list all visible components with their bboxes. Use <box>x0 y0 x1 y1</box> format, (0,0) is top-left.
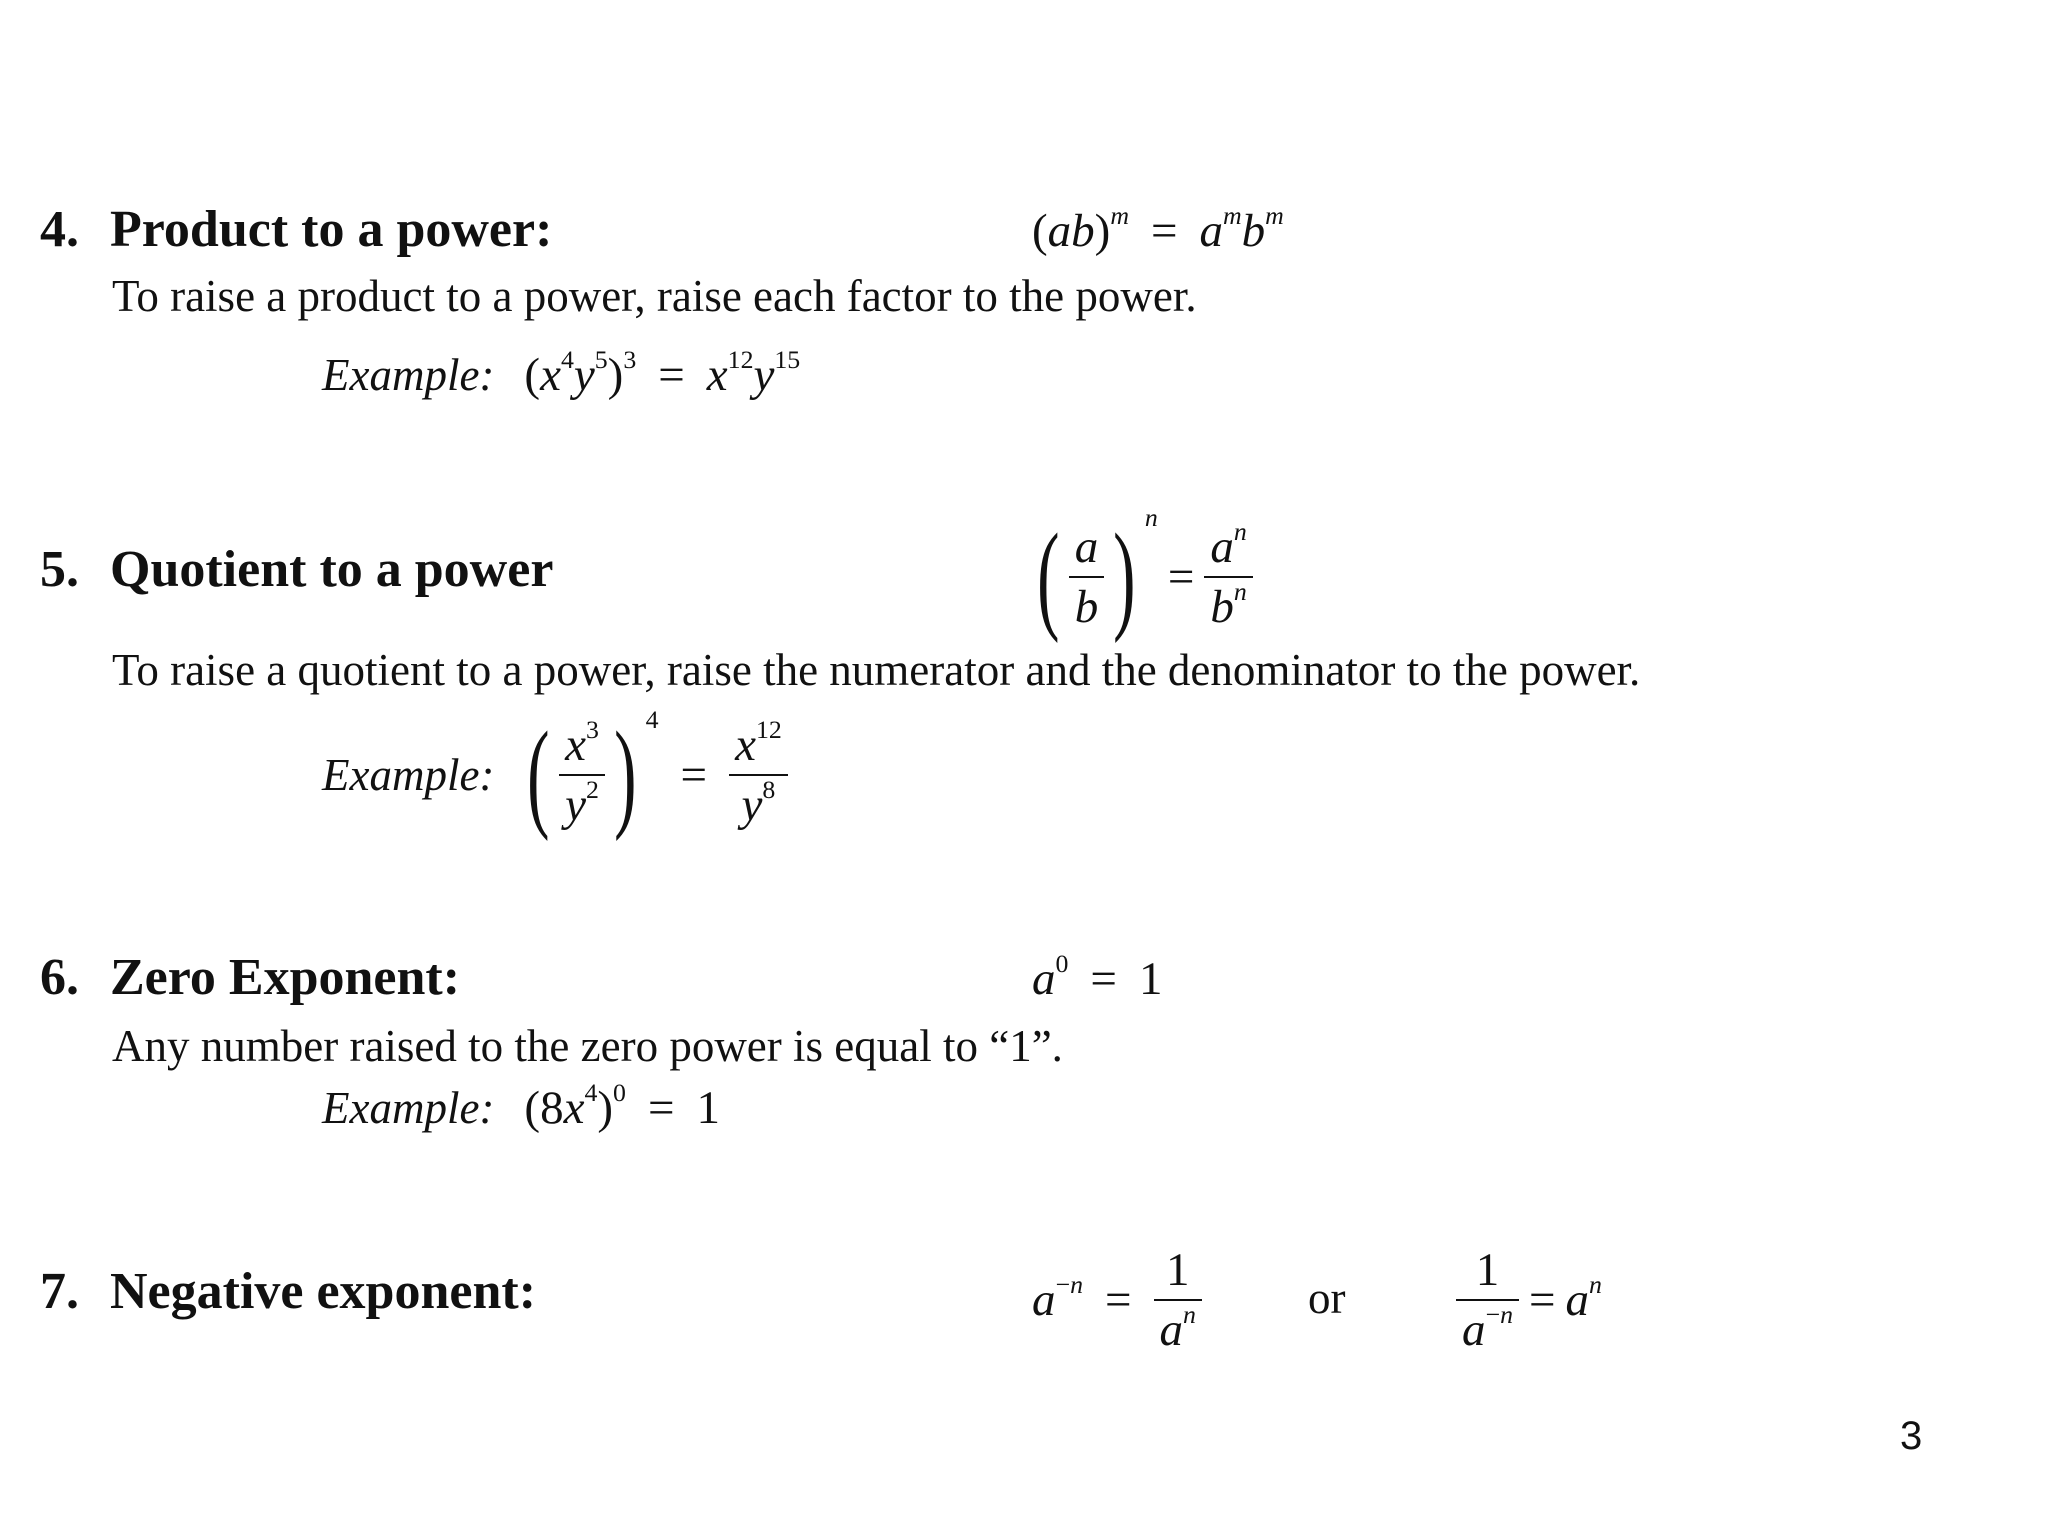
section-7-number: 7. <box>40 1263 79 1320</box>
section-6-title: Zero Exponent: <box>110 949 461 1006</box>
section-4-heading <box>40 200 552 259</box>
section-5-rule-formula: ( $\frac{a}{b}$ ) n = $\frac{a^n}{b^n}$ <box>1028 512 1253 642</box>
section-5-number: 5. <box>40 541 79 598</box>
section-6-heading <box>40 948 460 1007</box>
section-4-title: Product to a power: <box>110 201 553 258</box>
section-4-rule-formula: $(ab)^m = a^mb^m$ <box>1032 201 1284 257</box>
section-5-example-formula: ( $\frac{x^3}{y^2}$ ) 4 = $\frac{x^{12}}{y^8}$ <box>518 714 787 836</box>
section-6-number: 6. <box>40 949 79 1006</box>
page-number: 3 <box>1900 1414 1923 1458</box>
section-5-title: Quotient to a power <box>110 541 554 598</box>
section-6-example <box>322 1078 720 1138</box>
section-4-example-formula: $(x^4y^5)^3 = x^{12}y^{15}$ <box>524 345 801 401</box>
example-label: Example: <box>322 350 495 400</box>
section-6-rule-formula: $a^0 = 1$ <box>1032 949 1163 1005</box>
section-7-rule-formula-2: $\frac{1}{a^{-n}}$ = $a^n$ <box>1456 1240 1602 1360</box>
section-7-heading <box>40 1262 536 1321</box>
example-label: Example: <box>322 1083 495 1133</box>
section-6-description: Any number raised to the zero power is equal to “1”. <box>112 1021 1063 1071</box>
example-label: Example: <box>322 750 495 800</box>
section-7-or-connector: or <box>1308 1273 1346 1323</box>
section-6-example-formula: $(8x^4)^0 = 1$ <box>524 1078 720 1134</box>
section-5-example <box>322 705 788 845</box>
section-4-example <box>322 340 800 410</box>
section-7-rule-formula-1: $a^{-n}$ = $\frac{1}{a^n}$ <box>1032 1240 1202 1360</box>
section-5-description: To raise a quotient to a power, raise the numerator and the denominator to the power. <box>112 645 1641 695</box>
section-7-title: Negative exponent: <box>110 1263 537 1320</box>
section-4-description: To raise a product to a power, raise each factor to the power. <box>112 271 1197 321</box>
section-4-number: 4. <box>40 201 79 258</box>
section-5-heading <box>40 540 553 599</box>
